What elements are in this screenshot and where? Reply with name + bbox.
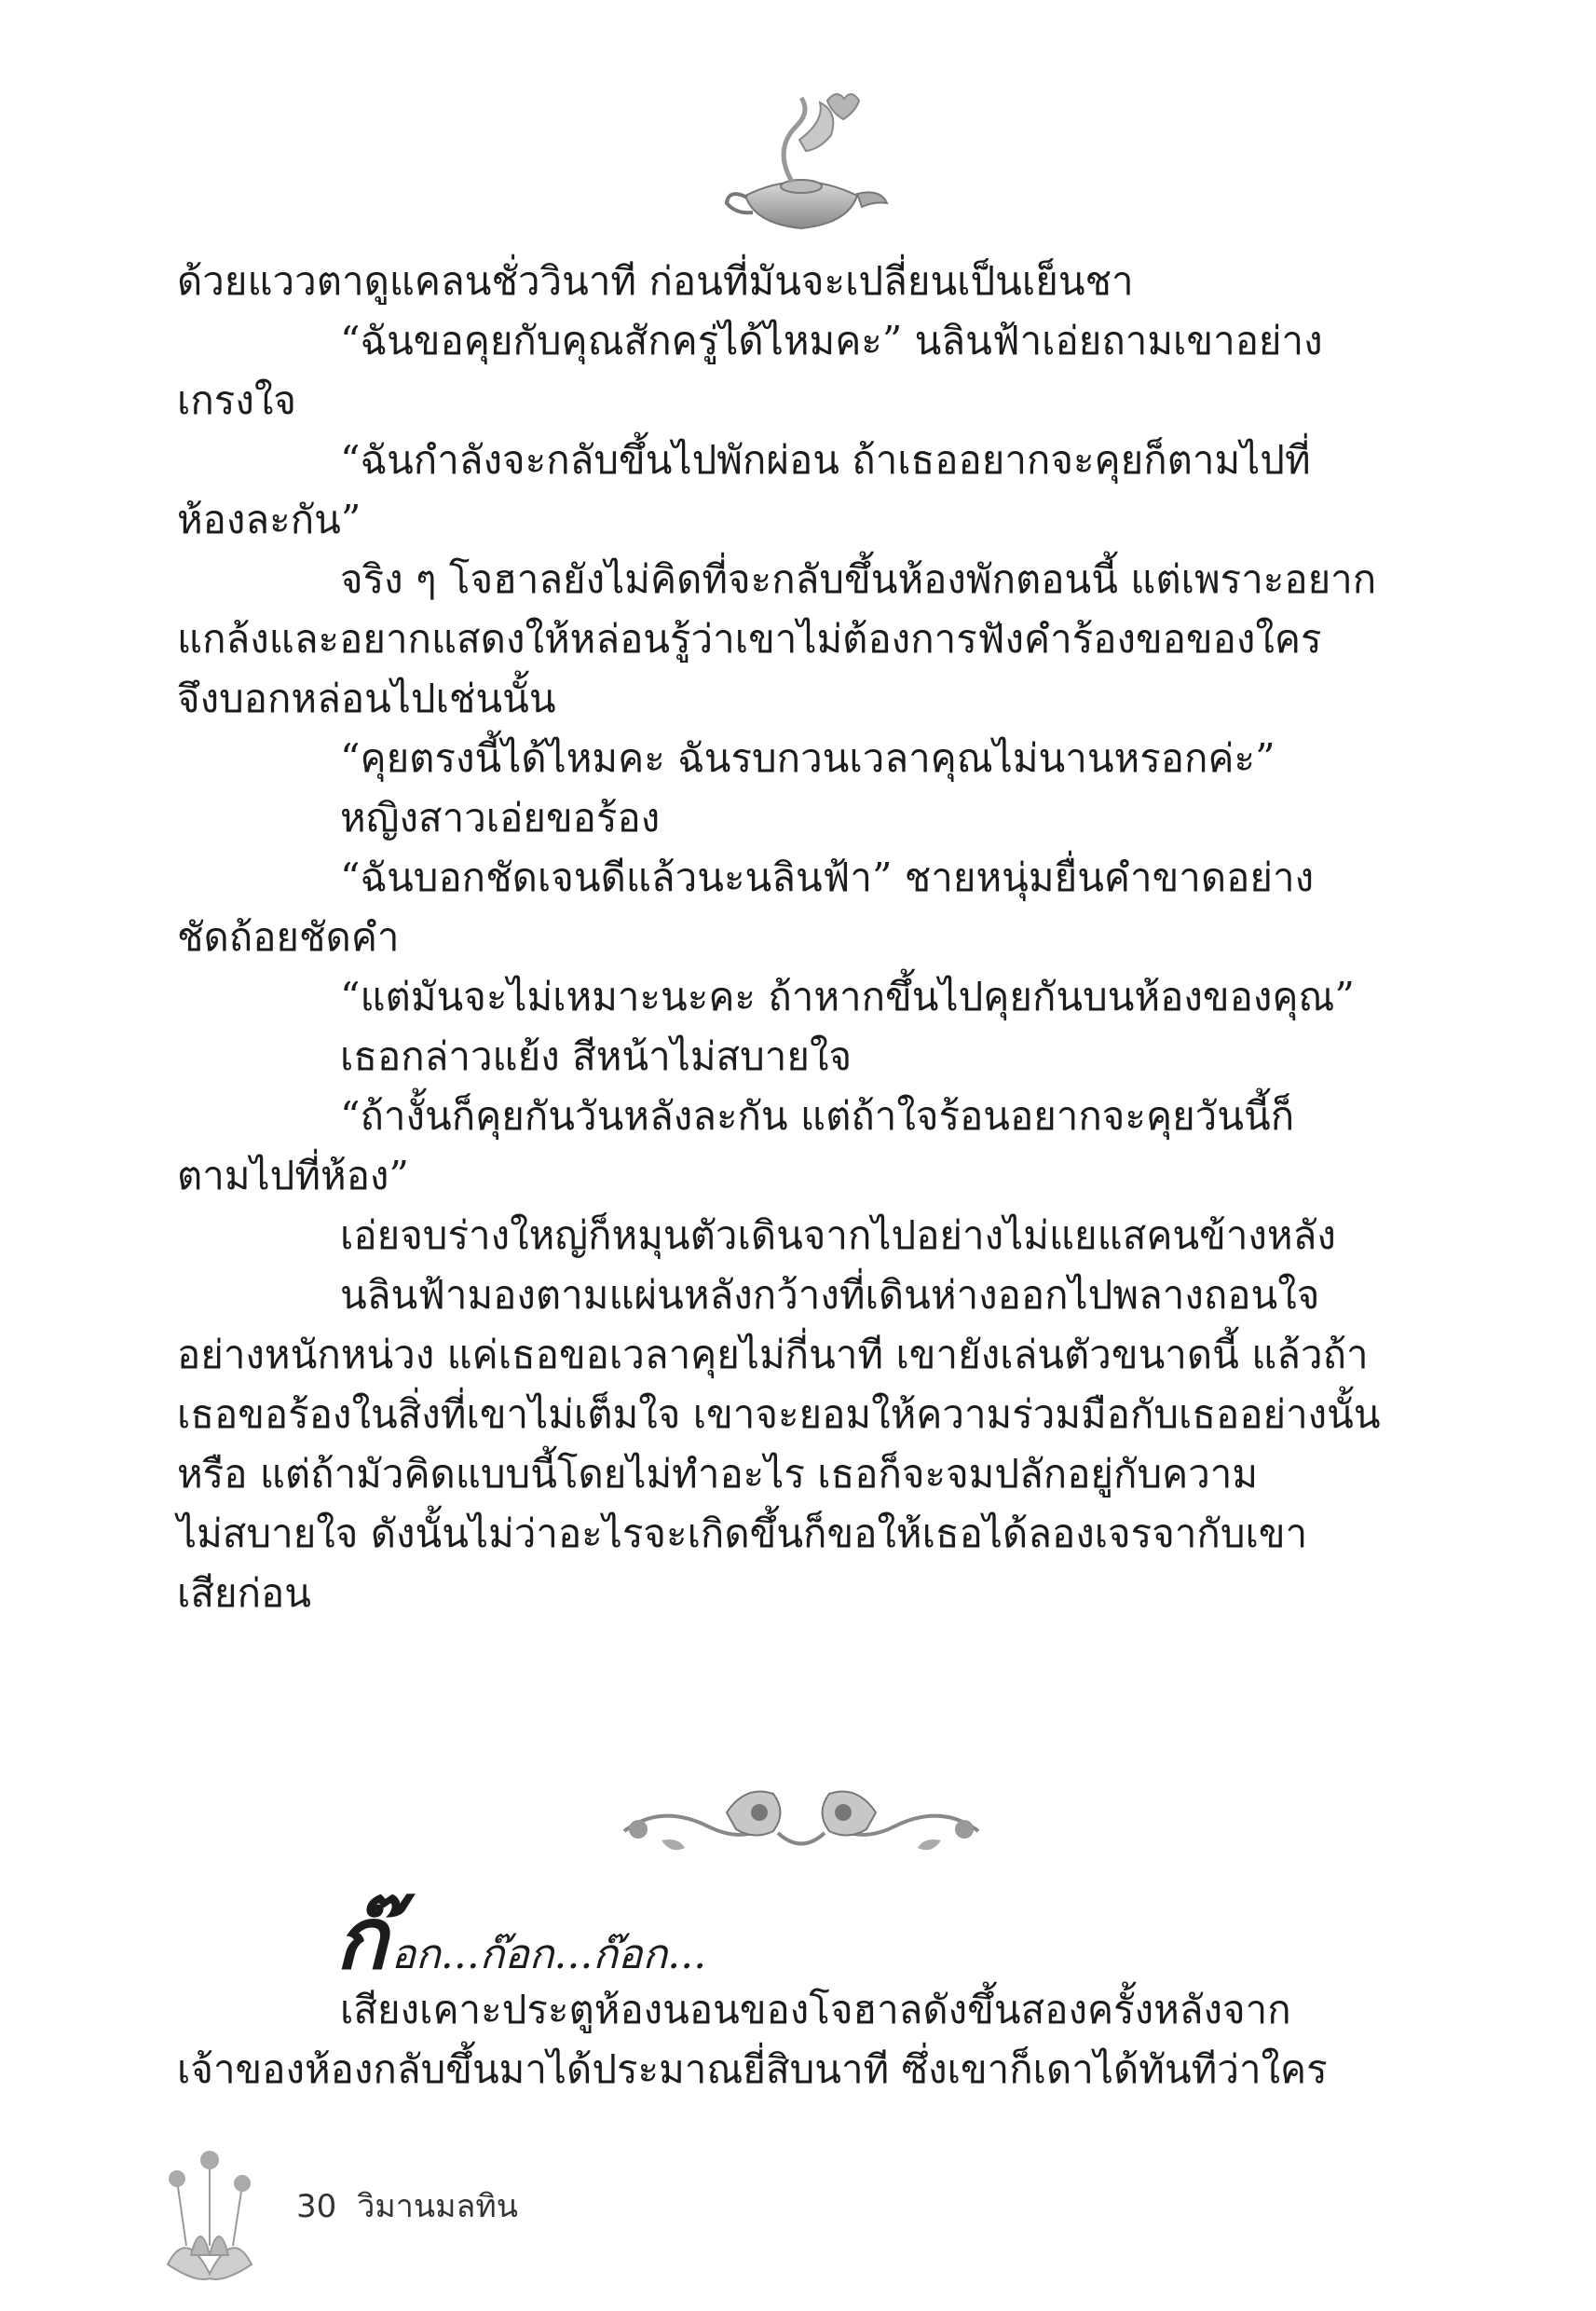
floral-swirl-divider-icon (606, 1775, 997, 1868)
text-line: “แต่มันจะไม่เหมาะนะคะ ถ้าหากขึ้นไปคุยกันบนห้องของคุณ” (340, 974, 1355, 1019)
text-line: เจ้าของห้องกลับขึ้นมาได้ประมาณยี่สิบนาที ซึ่งเขาก็เดาได้ทันทีว่าใคร (177, 2046, 1328, 2092)
text-line: เกรงใจ (177, 377, 296, 423)
page-footer (296, 2181, 518, 2231)
body-text-block (177, 252, 1381, 1623)
text-line: เธอขอร้องในสิ่งที่เขาไม่เต็มใจ เขาจะยอมให้ความร่วมมือกับเธออย่างนั้น (177, 1391, 1381, 1437)
text-line: อย่างหนักหน่วง แค่เธอขอเวลาคุยไม่กี่นาที เขายังเล่นตัวขนาดนี้ แล้วถ้า (177, 1332, 1369, 1377)
section-opening (335, 1888, 707, 1989)
text-line: “ฉันกำลังจะกลับขึ้นไปพักผ่อน ถ้าเธออยากจะคุยก็ตามไปที่ (340, 437, 1311, 483)
text-line: ไม่สบายใจ ดังนั้นไม่ว่าอะไรจะเกิดขึ้นก็ขอให้เธอได้ลองเจรจากับเขา (177, 1511, 1308, 1556)
text-line: หญิงสาวเอ่ยขอร้อง (340, 795, 661, 841)
text-line: “ฉันขอคุยกับคุณสักครู่ได้ไหมคะ” นลินฟ้าเอ่ยถามเขาอย่าง (340, 318, 1323, 363)
text-line: “ฉันบอกชัดเจนดีแล้วนะนลินฟ้า” ชายหนุ่มยื่นคำขาดอย่าง (340, 855, 1315, 900)
text-line: “คุยตรงนี้ได้ไหมคะ ฉันรบกวนเวลาคุณไม่นานหรอกค่ะ” (340, 735, 1275, 781)
text-line: หรือ แต่ถ้ามัวคิดแบบนี้โดยไม่ทำอะไร เธอก็จะจมปลักอยู่กับความ (177, 1451, 1259, 1497)
text-line: เธอกล่าวแย้ง สีหน้าไม่สบายใจ (340, 1033, 853, 1079)
lotus-flower-icon (149, 2143, 270, 2283)
page-number: 30 (296, 2188, 337, 2225)
text-line: เสียก่อน (177, 1570, 311, 1616)
text-line: จริง ๆ โจฮาลยังไม่คิดที่จะกลับขึ้นห้องพักตอนนี้ แต่เพราะอยาก (340, 556, 1377, 602)
drop-cap: ก๊ (335, 1888, 388, 1989)
text-line: เสียงเคาะประตูห้องนอนของโจฮาลดังขึ้นสองครั้งหลังจาก (340, 1987, 1291, 2032)
text-line: เอ่ยจบร่างใหญ่ก็หมุนตัวเดินจากไปอย่างไม่แยแสคนข้างหลัง (340, 1212, 1336, 1258)
teapot-with-fairy-ornament-icon (708, 84, 894, 242)
drop-cap-continuation: อก...ก๊อก...ก๊อก... (390, 1931, 707, 1978)
book-title: วิมานมลทิน (357, 2188, 519, 2225)
text-line: แกล้งและอยากแสดงให้หล่อนรู้ว่าเขาไม่ต้องการฟังคำร้องขอของใคร (177, 616, 1322, 662)
text-line: “ถ้างั้นก็คุยกันวันหลังละกัน แต่ถ้าใจร้อนอยากจะคุยวันนี้ก็ (340, 1093, 1295, 1139)
text-line: ห้องละกัน” (177, 497, 361, 542)
body-text-block-2 (177, 1980, 1370, 2099)
text-line: ชัดถ้อยชัดคำ (177, 914, 400, 960)
text-line: จึงบอกหล่อนไปเช่นนั้น (177, 676, 556, 721)
text-line: นลินฟ้ามองตามแผ่นหลังกว้างที่เดินห่างออกไปพลางถอนใจ (340, 1272, 1320, 1318)
text-line: ตามไปที่ห้อง” (177, 1153, 409, 1198)
text-line: ด้วยแววตาดูแคลนชั่ววินาที ก่อนที่มันจะเปลี่ยนเป็นเย็นชา (177, 258, 1134, 304)
